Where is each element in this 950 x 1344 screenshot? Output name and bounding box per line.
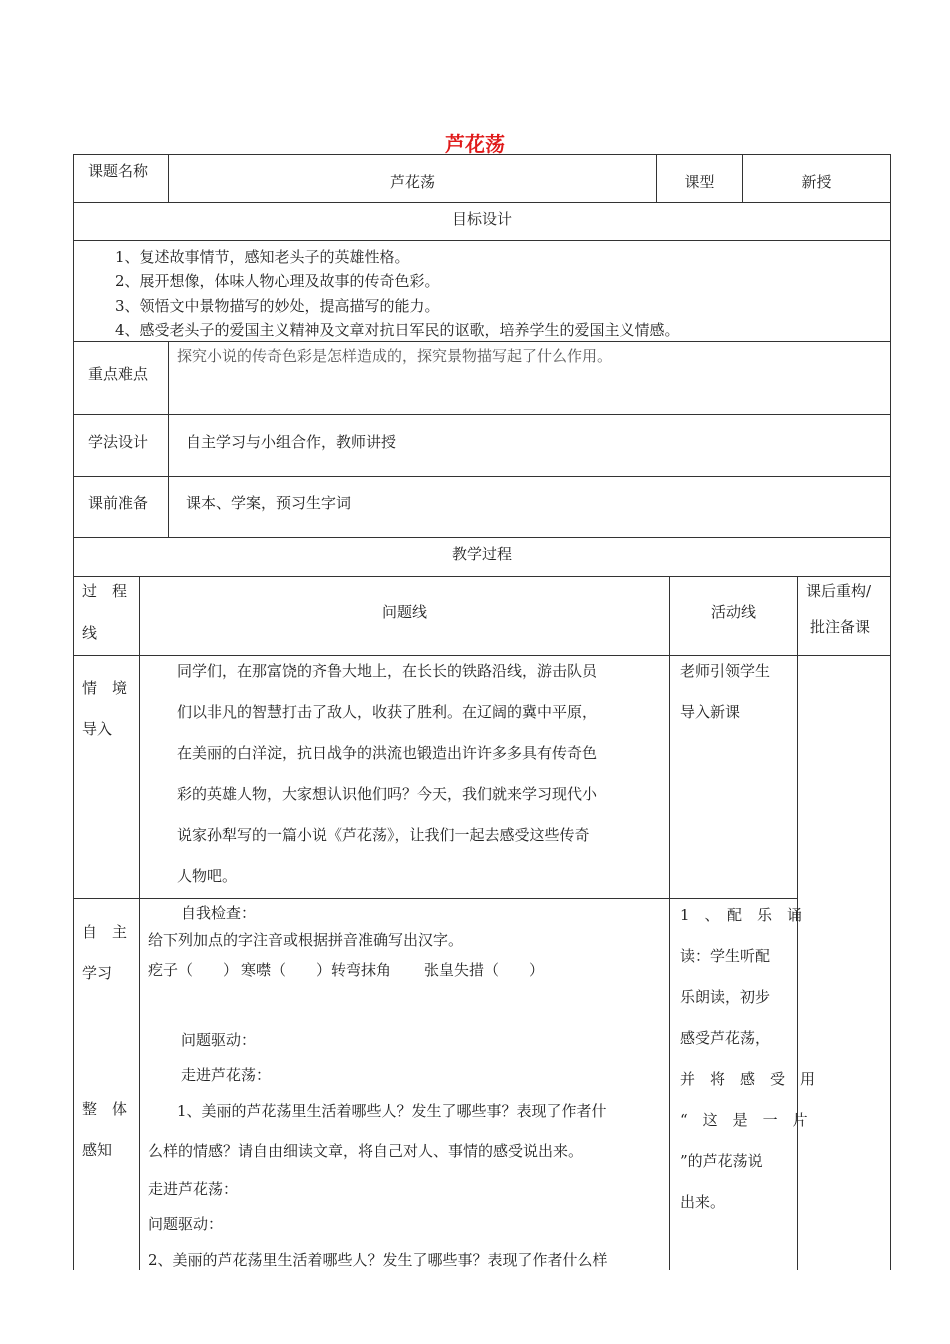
vocab-item: 寒噤（ ） — [241, 961, 332, 979]
paragraph-line: 说家孙犁写的一篇小说《芦花荡》，让我们一起去感受这些传奇 — [177, 826, 590, 844]
stage-intro-2: 导入 — [82, 720, 113, 738]
method-value: 自主学习与小组合作，教师讲授 — [186, 433, 397, 451]
activity-line: 并 将 感 受 用 — [680, 1070, 816, 1088]
enter-section-label: 走进芦花荡： — [181, 1066, 272, 1084]
paragraph-line: 在美丽的白洋淀，抗日战争的洪流也锻造出许许多多具有传奇色 — [177, 744, 598, 762]
col-activity-header: 活动线 — [710, 603, 756, 621]
objective-item: 3、领悟文中景物描写的妙处，提高描写的能力。 — [115, 297, 440, 315]
activity-line: “ 这 是 一 片 — [680, 1111, 808, 1129]
intro-activity-2: 导入新课 — [680, 703, 741, 721]
question-drive-label: 问题驱动： — [181, 1031, 257, 1049]
course-name-value: 芦花荡 — [389, 173, 435, 191]
activity-line: 出来。 — [680, 1193, 726, 1211]
preparation-label: 课前准备 — [88, 494, 149, 512]
activity-line: 乐朗读，初步 — [680, 988, 771, 1006]
paragraph-line: 人物吧。 — [177, 867, 238, 885]
activity-line: 1 、 配 乐 诵 — [680, 906, 803, 924]
document-title: 芦花荡 — [445, 132, 505, 156]
paragraph-line: 彩的英雄人物，大家想认识他们吗？今天，我们就来学习现代小 — [177, 785, 598, 803]
objective-item: 1、复述故事情节，感知老头子的英雄性格。 — [115, 248, 410, 266]
col-stage-header-2: 线 — [82, 624, 98, 642]
question-drive-label-2: 问题驱动： — [148, 1215, 224, 1233]
stage-overall-2: 感知 — [82, 1141, 113, 1159]
vocab-item: 张皇失措（ ） — [424, 961, 545, 979]
process-heading: 教学过程 — [451, 545, 512, 563]
paragraph-line: 同学们，在那富饶的齐鲁大地上，在长长的铁路沿线，游击队员 — [177, 662, 598, 680]
stage-self-study: 自 主 — [82, 923, 128, 941]
col-question-header: 问题线 — [381, 603, 427, 621]
question-1-line: 1、美丽的芦花荡里生活着哪些人？发生了哪些事？表现了作者什 — [177, 1102, 607, 1120]
intro-activity: 老师引领学生 — [680, 662, 771, 680]
objectives-heading: 目标设计 — [451, 210, 512, 228]
stage-overall: 整 体 — [82, 1100, 128, 1118]
activity-line: ”的芦花荡说 — [680, 1152, 763, 1170]
key-points-label: 重点难点 — [88, 365, 149, 383]
key-points-value: 探究小说的传奇色彩是怎样造成的，探究景物描写起了什么作用。 — [177, 347, 613, 365]
vocab-item: 转弯抹角 — [331, 961, 392, 979]
activity-line: 感受芦花荡， — [680, 1029, 771, 1047]
paragraph-line: 们以非凡的智慧打击了敌人，收获了胜利。在辽阔的冀中平原， — [177, 703, 598, 721]
question-2-line: 2、美丽的芦花荡里生活着哪些人？发生了哪些事？表现了作者什么样 — [148, 1251, 608, 1269]
activity-line: 读：学生听配 — [680, 947, 771, 965]
course-type-label: 课型 — [684, 173, 715, 191]
enter-section-label-2: 走进芦花荡： — [148, 1180, 239, 1198]
objective-item: 2、展开想像，体味人物心理及故事的传奇色彩。 — [115, 272, 440, 290]
col-notes-header-2: 批注备课 — [810, 618, 871, 636]
col-notes-header: 课后重构/ — [806, 582, 872, 600]
preparation-value: 课本、学案，预习生字词 — [186, 494, 352, 512]
method-label: 学法设计 — [88, 433, 149, 451]
question-1-line-2: 么样的情感？请自由细读文章，将自己对人、事情的感受说出来。 — [148, 1142, 584, 1160]
self-check-title: 自我检查： — [181, 904, 257, 922]
course-type-value: 新授 — [801, 173, 832, 191]
course-name-label: 课题名称 — [88, 162, 149, 180]
stage-intro: 情 境 — [82, 679, 128, 697]
vocab-item: 疙子（ ） — [148, 961, 239, 979]
col-stage-header: 过 程 — [82, 582, 128, 600]
objective-item: 4、感受老头子的爱国主义精神及文章对抗日军民的讴歌，培养学生的爱国主义情感。 — [115, 321, 680, 339]
stage-self-study-2: 学习 — [82, 964, 113, 982]
self-check-instruction: 给下列加点的字注音或根据拼音准确写出汉字。 — [148, 931, 464, 949]
